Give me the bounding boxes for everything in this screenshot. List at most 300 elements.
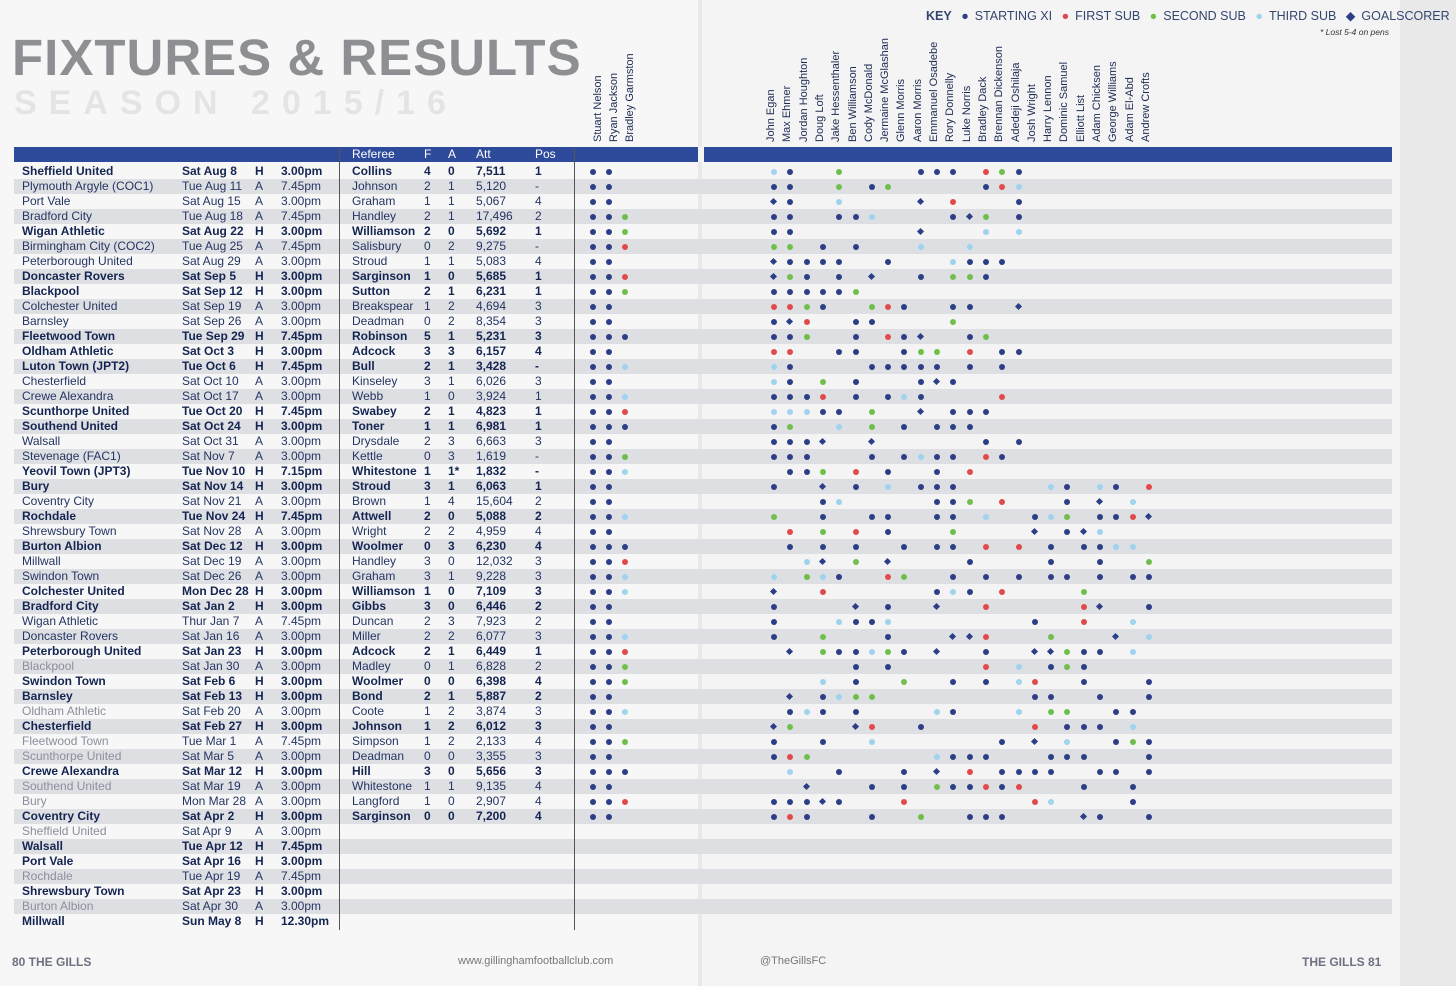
fixture-date: Sat Apr 23 (182, 884, 241, 898)
fixture-position: 4 (535, 524, 542, 538)
fixture-time: 7.45pm (281, 359, 323, 373)
lineup-marker (590, 319, 596, 325)
fixture-date: Sat Mar 12 (182, 764, 243, 778)
lineup-marker (967, 499, 973, 505)
player-name-left: Ryan Jackson (608, 72, 620, 142)
lineup-marker (853, 244, 859, 250)
fixture-goals-against: 0 (448, 509, 455, 523)
lineup-marker (590, 769, 596, 775)
fixture-attendance: 5,887 (476, 689, 507, 703)
fixture-venue: A (255, 179, 264, 193)
lineup-marker (606, 589, 612, 595)
lineup-marker (934, 364, 940, 370)
fixture-referee: Deadman (352, 749, 405, 763)
fixture-date: Sat Sep 19 (182, 299, 242, 313)
lineup-marker (606, 499, 612, 505)
fixture-time: 3.00pm (281, 494, 322, 508)
fixture-goals-against: 3 (448, 344, 455, 358)
lineup-marker (967, 244, 973, 250)
lineup-marker (771, 334, 777, 340)
lineup-marker (606, 439, 612, 445)
player-name-right: Bradley Dack (976, 76, 989, 142)
fixture-goals-against: 1 (448, 689, 455, 703)
fixture-date: Sat Feb 13 (182, 689, 243, 703)
fixture-position: 2 (535, 689, 542, 703)
fixture-venue: A (255, 704, 264, 718)
fixture-attendance: 6,012 (476, 719, 507, 733)
fixture-referee: Coote (352, 704, 385, 718)
lineup-marker (590, 679, 596, 685)
key-first-sub: FIRST SUB (1075, 9, 1141, 23)
fixture-opponent: Swindon Town (22, 674, 106, 688)
lineup-marker (622, 739, 628, 745)
fixture-time: 3.00pm (281, 644, 323, 658)
lineup-marker (869, 649, 875, 655)
fixture-referee: Kinseley (352, 374, 398, 388)
lineup-marker (771, 229, 777, 235)
fixture-goals-against: 0 (448, 269, 455, 283)
lineup-marker (1081, 784, 1087, 790)
lineup-marker (853, 469, 859, 475)
fixture-referee: Attwell (352, 509, 392, 523)
fixture-opponent: Shrewsbury Town (22, 884, 125, 898)
fixture-referee: Drysdale (352, 434, 400, 448)
fixture-position: 1 (535, 419, 542, 433)
key-second-sub: SECOND SUB (1163, 9, 1246, 23)
fixture-date: Sat Dec 12 (182, 539, 243, 553)
fixture-goals-for: 0 (424, 449, 431, 463)
fixture-opponent: Bury (22, 479, 50, 493)
lineup-marker (983, 409, 989, 415)
player-name-right: Rory Donnelly (944, 72, 957, 142)
fixture-goals-for: 2 (424, 179, 431, 193)
fixture-attendance: 17,496 (476, 209, 513, 223)
fixture-goals-against: 1 (448, 419, 455, 433)
fixture-attendance: 1,832 (476, 464, 507, 478)
lineup-marker (590, 664, 596, 670)
lineup-marker (590, 529, 596, 535)
lineup-marker (1146, 739, 1152, 745)
lineup-marker (1097, 529, 1103, 535)
lineup-marker (934, 349, 940, 355)
fixture-date: Thur Jan 7 (182, 614, 240, 628)
lineup-marker (869, 304, 875, 310)
fixture-goals-against: 1* (448, 464, 460, 478)
fixture-date: Sat Nov 7 (182, 449, 235, 463)
lineup-marker (1016, 664, 1022, 670)
fixture-venue: H (255, 419, 264, 433)
fixture-attendance: 15,604 (476, 494, 513, 508)
fixture-goals-for: 2 (424, 434, 431, 448)
first-sub-dot-icon: ● (1061, 9, 1070, 23)
fixture-venue: H (255, 359, 264, 373)
fixture-time: 7.45pm (281, 869, 322, 883)
lineup-marker (918, 454, 924, 460)
fixture-goals-for: 2 (424, 359, 431, 373)
fixture-venue: H (255, 284, 264, 298)
lineup-marker (771, 799, 777, 805)
lineup-marker (934, 169, 940, 175)
fixture-time: 3.00pm (281, 344, 323, 358)
fixture-position: 1 (535, 164, 542, 178)
fixture-goals-against: 0 (448, 224, 455, 238)
lineup-marker (771, 484, 777, 490)
lineup-marker (606, 634, 612, 640)
fixture-goals-against: 3 (448, 449, 455, 463)
fixture-referee: Salisbury (352, 239, 402, 253)
fixture-opponent: Bury (22, 794, 47, 808)
lineup-marker (934, 454, 940, 460)
lineup-marker (869, 184, 875, 190)
fixture-date: Sat Apr 30 (182, 899, 239, 913)
fixture-goals-against: 1 (448, 659, 455, 673)
lineup-marker (869, 214, 875, 220)
fixture-time: 3.00pm (281, 659, 322, 673)
fixture-time: 7.45pm (281, 239, 322, 253)
fixture-opponent: Scunthorpe United (22, 749, 122, 763)
lineup-marker (853, 334, 859, 340)
lineup-marker (1130, 739, 1136, 745)
player-name-right: John Egan (765, 89, 777, 142)
key-legend (926, 8, 1456, 23)
fixture-position: 1 (535, 404, 542, 418)
fixture-opponent: Port Vale (22, 854, 74, 868)
lineup-marker (590, 544, 596, 550)
fixture-referee: Williamson (352, 584, 416, 598)
lineup-marker (1081, 724, 1087, 730)
lineup-marker (918, 484, 924, 490)
lineup-marker (853, 544, 859, 550)
fixture-attendance: 6,981 (476, 419, 507, 433)
fixture-goals-for: 3 (424, 554, 431, 568)
lineup-marker (1097, 694, 1103, 700)
lineup-marker (1097, 574, 1103, 580)
lineup-marker (771, 619, 777, 625)
lineup-marker (1081, 589, 1087, 595)
lineup-marker (590, 754, 596, 760)
season-subtitle: SEASON 2015/16 (14, 84, 458, 122)
fixture-attendance: 2,133 (476, 734, 507, 748)
fixture-position: 4 (535, 734, 542, 748)
lineup-marker (771, 439, 777, 445)
fixture-time: 3.00pm (281, 449, 322, 463)
lineup-marker (1016, 349, 1022, 355)
lineup-marker (967, 769, 973, 775)
lineup-marker (771, 319, 777, 325)
fixture-time: 3.00pm (281, 749, 322, 763)
lineup-marker (869, 409, 875, 415)
fixture-venue: A (255, 374, 264, 388)
lineup-marker (1016, 679, 1022, 685)
fixture-time: 3.00pm (281, 719, 323, 733)
lineup-marker (606, 739, 612, 745)
key-goalscorer: GOALSCORER (1361, 9, 1450, 23)
fixture-venue: H (255, 599, 264, 613)
fixture-position: - (535, 239, 539, 253)
fixture-date: Sat Aug 15 (182, 194, 241, 208)
lineup-marker (967, 469, 973, 475)
player-name-right: Cody McDonald (862, 63, 875, 142)
fixture-date: Sat Oct 10 (182, 374, 239, 388)
fixture-time: 3.00pm (281, 434, 322, 448)
lineup-marker (590, 694, 596, 700)
lineup-marker (771, 244, 777, 250)
lineup-marker (804, 559, 810, 565)
fixture-goals-for: 3 (424, 374, 431, 388)
lineup-marker (771, 214, 777, 220)
fixture-venue: A (255, 734, 264, 748)
fixture-opponent: Scunthorpe United (22, 404, 130, 418)
fixture-referee: Bull (352, 359, 375, 373)
lineup-marker (771, 739, 777, 745)
lineup-marker (590, 334, 596, 340)
twitter-handle[interactable]: @TheGillsFC (760, 955, 827, 967)
fixture-venue: A (255, 749, 264, 763)
player-name-right: Doug Loft (813, 94, 826, 142)
player-name-left: Stuart Nelson (592, 75, 604, 142)
lineup-marker (590, 169, 596, 175)
lineup-marker (1032, 799, 1038, 805)
lineup-marker (820, 634, 826, 640)
lineup-marker (1130, 499, 1136, 505)
fixture-position: - (535, 179, 539, 193)
fixture-goals-against: 1 (448, 179, 455, 193)
lineup-marker (853, 709, 859, 715)
fixture-referee: Adcock (352, 344, 396, 358)
fixture-goals-against: 0 (448, 584, 455, 598)
fixture-opponent: Blackpool (22, 659, 75, 673)
fixture-time: 3.00pm (281, 554, 322, 568)
fixture-time: 7.15pm (281, 464, 323, 478)
lineup-marker (1032, 769, 1038, 775)
lineup-marker (983, 439, 989, 445)
fixture-opponent: Chesterfield (22, 719, 92, 733)
fixture-date: Sat Dec 26 (182, 569, 242, 583)
fixture-referee: Adcock (352, 644, 396, 658)
lineup-marker (622, 799, 628, 805)
lineup-marker (606, 319, 612, 325)
fixture-goals-for: 2 (424, 404, 431, 418)
fixture-time: 3.00pm (281, 674, 323, 688)
lineup-marker (918, 814, 924, 820)
fixture-venue: A (255, 869, 264, 883)
fixture-venue: H (255, 809, 264, 823)
fixture-referee: Handley (352, 209, 397, 223)
lineup-marker (771, 304, 777, 310)
fixture-attendance: 9,275 (476, 239, 507, 253)
lineup-marker (606, 424, 612, 430)
lineup-marker (1097, 724, 1103, 730)
lineup-marker (606, 724, 612, 730)
lineup-marker (869, 319, 875, 325)
fixture-referee: Sutton (352, 284, 390, 298)
lineup-marker (820, 394, 826, 400)
lineup-marker (983, 259, 989, 265)
player-name-right: Adedeji Oshilaja (1009, 62, 1022, 142)
fixture-opponent: Swindon Town (22, 569, 100, 583)
fixture-date: Sat Jan 2 (182, 599, 235, 613)
lineup-marker (606, 679, 612, 685)
col-referee: Referee (352, 147, 395, 161)
lineup-marker (983, 574, 989, 580)
lineup-marker (1130, 619, 1136, 625)
lineup-marker (1146, 679, 1152, 685)
fixture-goals-against: 3 (448, 614, 455, 628)
fixture-goals-against: 0 (448, 794, 455, 808)
lineup-marker (590, 439, 596, 445)
lineup-marker (622, 559, 628, 565)
fixture-goals-for: 2 (424, 644, 431, 658)
fixture-venue: H (255, 164, 264, 178)
fixture-time: 3.00pm (281, 269, 323, 283)
lineup-marker (983, 229, 989, 235)
fixture-goals-against: 2 (448, 704, 455, 718)
fixture-date: Sat Apr 9 (182, 824, 232, 838)
lineup-marker (869, 814, 875, 820)
fixture-position: 4 (535, 794, 542, 808)
fixture-goals-for: 2 (424, 629, 431, 643)
fixture-venue: A (255, 569, 264, 583)
fixture-referee: Johnson (352, 719, 402, 733)
fixture-date: Sat Nov 21 (182, 494, 242, 508)
lineup-marker (983, 814, 989, 820)
fixture-goals-against: 0 (448, 389, 455, 403)
fixture-attendance: 6,157 (476, 344, 507, 358)
fixture-time: 3.00pm (281, 374, 322, 388)
fixture-referee: Duncan (352, 614, 394, 628)
lineup-marker (622, 424, 628, 430)
fixture-goals-against: 3 (448, 434, 455, 448)
fixture-date: Tue Aug 11 (182, 179, 243, 193)
fixture-goals-against: 1 (448, 374, 455, 388)
lineup-marker (820, 514, 826, 520)
lineup-marker (1130, 724, 1136, 730)
player-name-right: Max Ehmer (781, 85, 794, 142)
lineup-marker (590, 499, 596, 505)
lineup-marker (853, 619, 859, 625)
fixture-date: Sat Apr 16 (182, 854, 241, 868)
fixture-position: 3 (535, 629, 542, 643)
fixture-opponent: Millwall (22, 554, 61, 568)
lineup-marker (606, 469, 612, 475)
fixture-goals-for: 1 (424, 584, 431, 598)
fixture-goals-for: 3 (424, 569, 431, 583)
player-name-right: Brennan Dickenson (993, 45, 1006, 142)
fixture-goals-for: 3 (424, 479, 431, 493)
page-title: FIXTURES & RESULTS (12, 29, 582, 86)
fixture-position: 4 (535, 344, 542, 358)
website-link[interactable]: www.gillinghamfootballclub.com (458, 955, 614, 967)
right-page-number: THE GILLS 81 (1302, 955, 1382, 969)
fixture-date: Sun May 8 (182, 914, 242, 928)
fixture-venue: A (255, 779, 264, 793)
fixture-time: 3.00pm (281, 164, 323, 178)
fixture-opponent: Peterborough United (22, 644, 142, 658)
fixture-goals-for: 1 (424, 494, 431, 508)
lineup-marker (606, 169, 612, 175)
fixture-opponent: Chesterfield (22, 374, 87, 388)
lineup-marker (853, 649, 859, 655)
fixture-opponent: Port Vale (22, 194, 71, 208)
lineup-marker (1146, 694, 1152, 700)
fixture-time: 3.00pm (281, 599, 323, 613)
fixture-time: 3.00pm (281, 479, 323, 493)
fixture-attendance: 6,828 (476, 659, 507, 673)
lineup-marker (606, 349, 612, 355)
lineup-marker (804, 259, 810, 265)
lineup-marker (1016, 574, 1022, 580)
fixture-date: Tue Sep 29 (182, 329, 245, 343)
fixture-date: Sat Sep 12 (182, 284, 243, 298)
lineup-marker (983, 214, 989, 220)
fixture-time: 3.00pm (281, 809, 323, 823)
fixture-date: Tue Mar 1 (182, 734, 237, 748)
lineup-marker (590, 394, 596, 400)
lineup-marker (918, 169, 924, 175)
player-name-left: Bradley Garmston (624, 53, 636, 142)
lineup-marker (820, 589, 826, 595)
fixture-venue: A (255, 614, 264, 628)
fixture-referee: Sarginson (352, 269, 411, 283)
fixture-attendance: 5,083 (476, 254, 507, 268)
fixture-time: 3.00pm (281, 854, 323, 868)
fixture-date: Sat Jan 30 (182, 659, 240, 673)
lineup-marker (606, 559, 612, 565)
lineup-marker (771, 454, 777, 460)
lineup-marker (622, 574, 628, 580)
lineup-marker (820, 544, 826, 550)
lineup-marker (820, 709, 826, 715)
lineup-marker (967, 424, 973, 430)
fixture-opponent: Burton Albion (22, 899, 94, 913)
lineup-marker (820, 379, 826, 385)
lineup-marker (983, 334, 989, 340)
fixture-time: 3.00pm (281, 254, 322, 268)
lineup-marker (1016, 214, 1022, 220)
lineup-marker (590, 304, 596, 310)
lineup-marker (983, 664, 989, 670)
fixture-venue: H (255, 689, 264, 703)
player-name-right: Emmanuel Osadebe (928, 41, 940, 142)
fixture-goals-for: 2 (424, 689, 431, 703)
lineup-marker (804, 274, 810, 280)
lineup-marker (771, 634, 777, 640)
fixture-opponent: Colchester United (22, 584, 125, 598)
lineup-marker (606, 259, 612, 265)
fixture-time: 3.00pm (281, 794, 322, 808)
fixture-referee: Deadman (352, 314, 405, 328)
lineup-marker (983, 274, 989, 280)
fixture-venue: A (255, 209, 264, 223)
lineup-marker (1146, 574, 1152, 580)
fixture-goals-against: 1 (448, 644, 455, 658)
fixture-attendance: 3,355 (476, 749, 507, 763)
lineup-marker (590, 634, 596, 640)
lineup-marker (1032, 514, 1038, 520)
fixture-goals-against: 4 (448, 494, 455, 508)
lineup-marker (967, 364, 973, 370)
fixture-goals-for: 1 (424, 269, 431, 283)
fixture-goals-against: 2 (448, 314, 455, 328)
fixture-date: Sat Mar 5 (182, 749, 235, 763)
fixture-attendance: 4,959 (476, 524, 507, 538)
fixture-goals-against: 1 (448, 209, 455, 223)
fixture-position: 3 (535, 569, 542, 583)
lineup-marker (1016, 169, 1022, 175)
lineup-marker (606, 214, 612, 220)
fixture-referee: Collins (352, 164, 393, 178)
lineup-marker (606, 304, 612, 310)
